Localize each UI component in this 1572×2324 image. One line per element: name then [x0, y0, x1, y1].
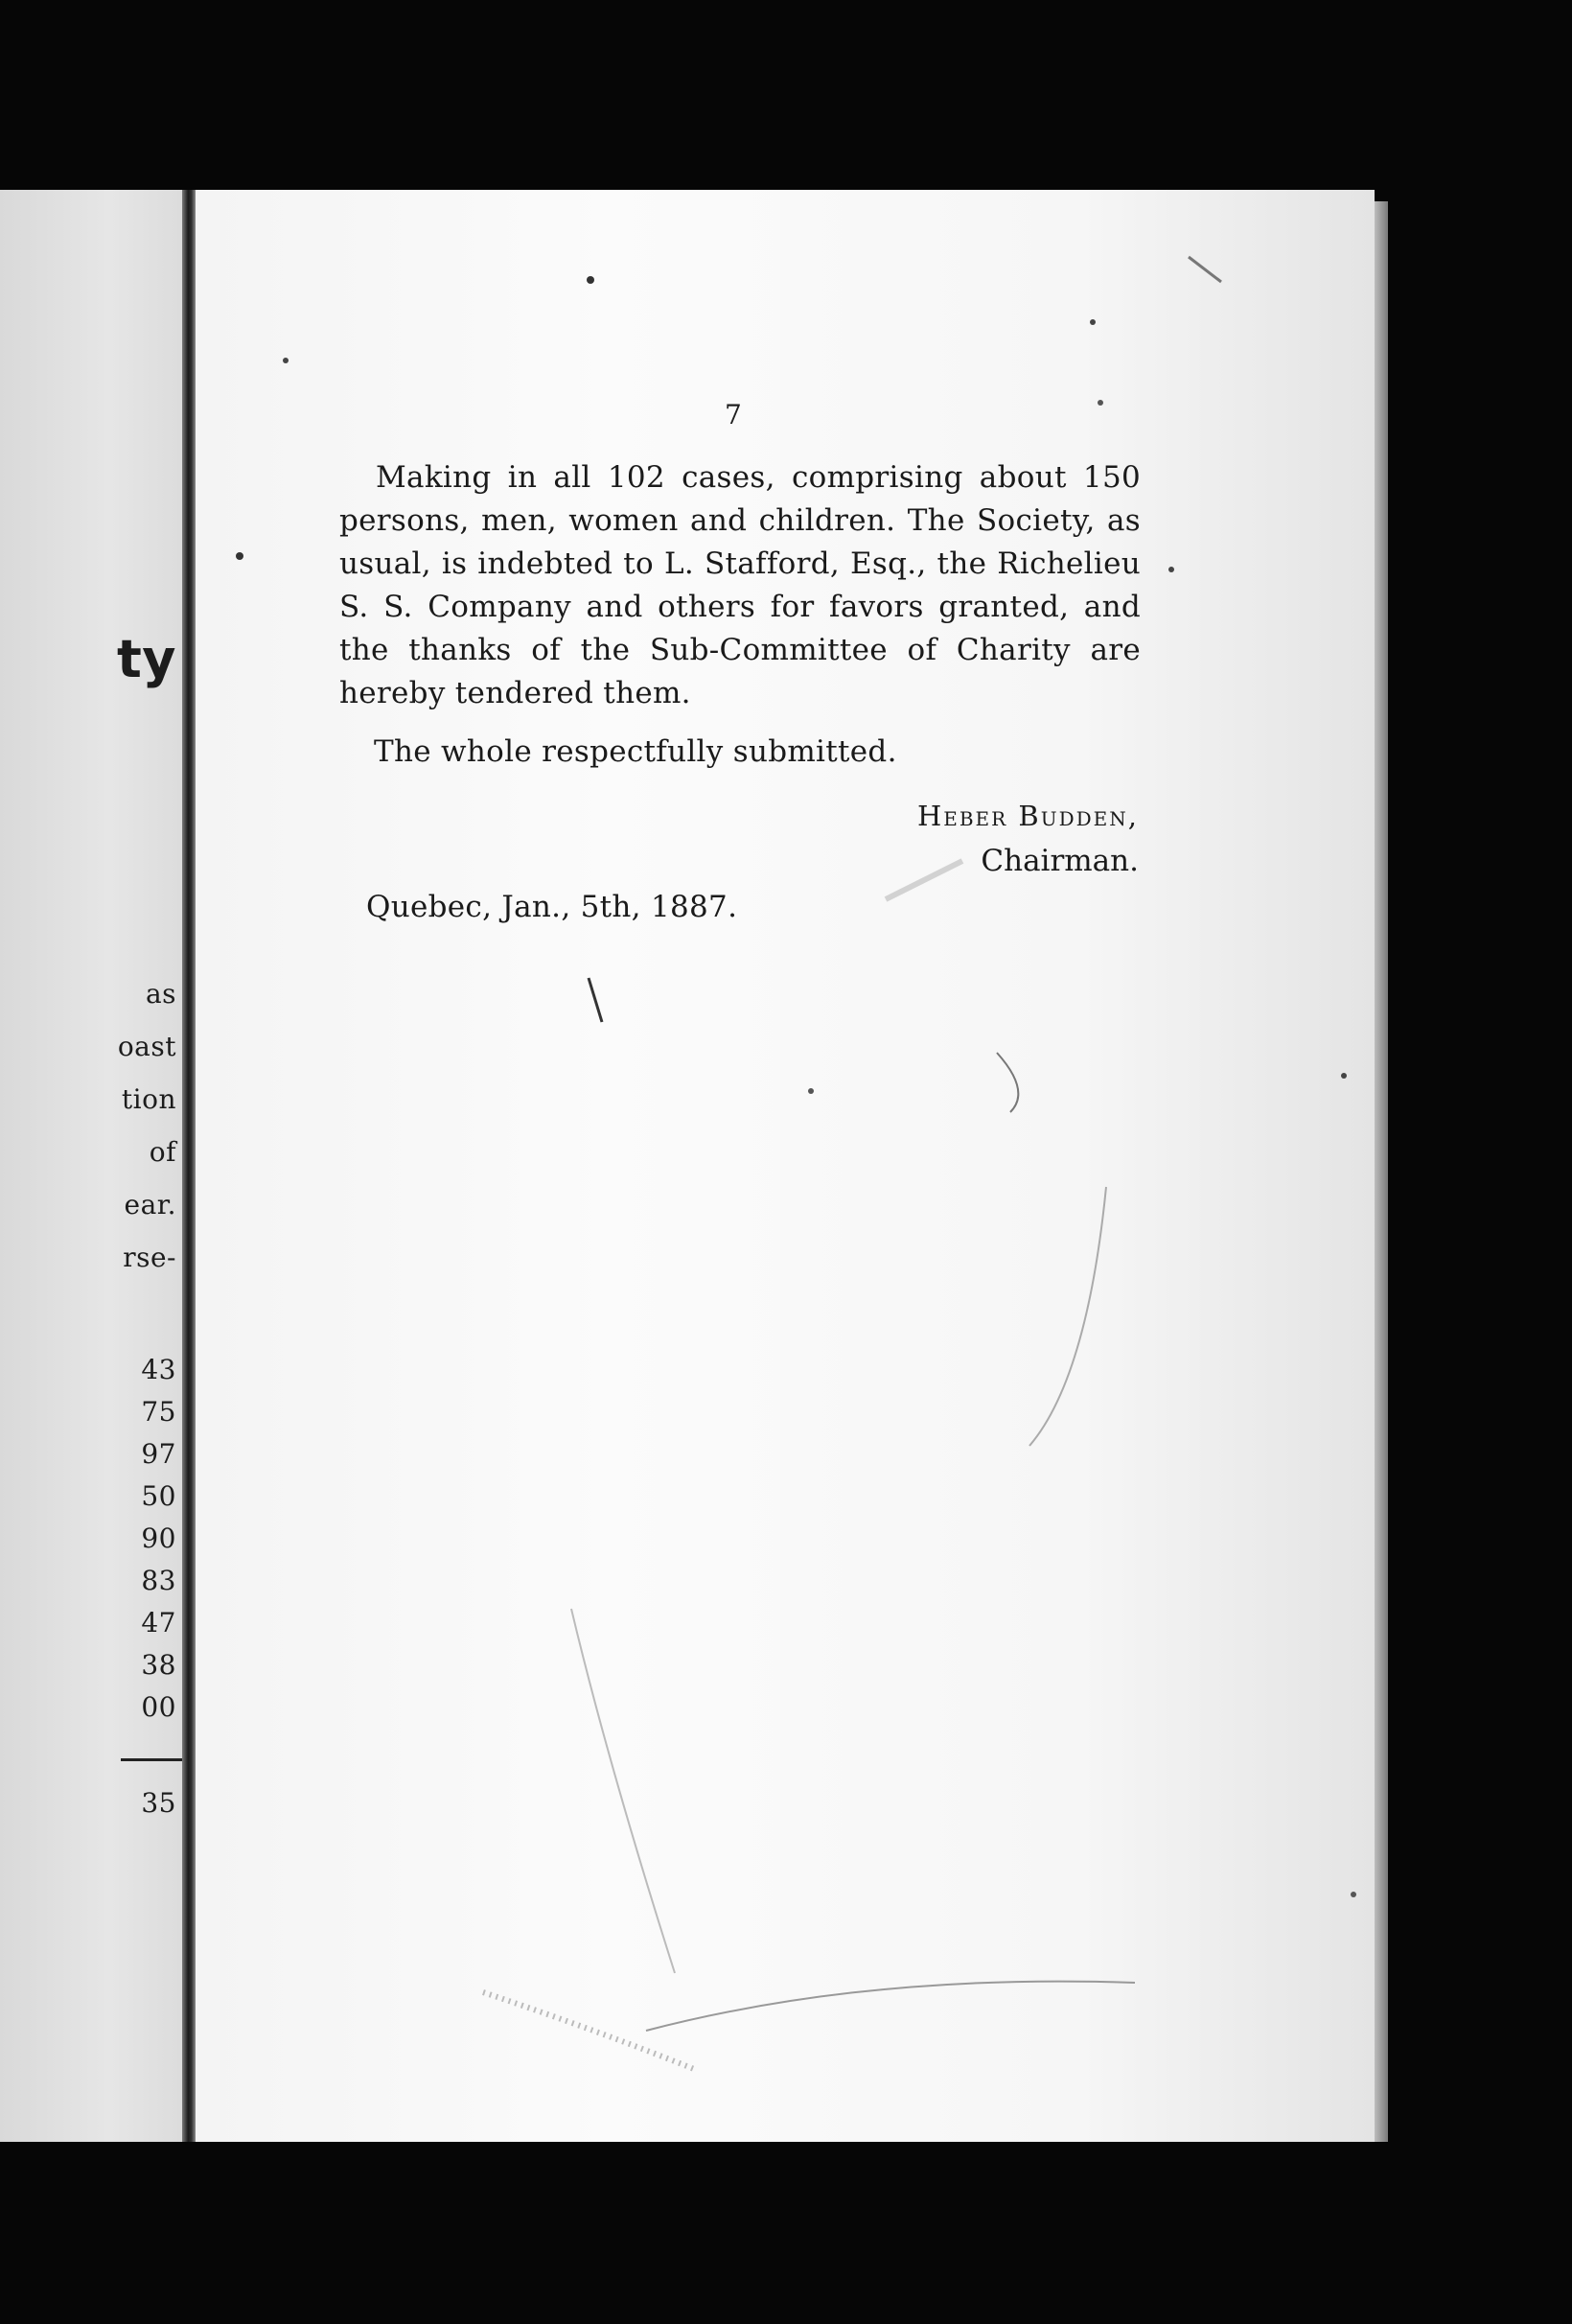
- left-line-fragment: ear.: [124, 1189, 176, 1220]
- left-amount-fragment: 97: [141, 1438, 176, 1470]
- page-edge: [1375, 201, 1388, 2142]
- left-amount-fragment: 43: [141, 1354, 176, 1385]
- page-number: 7: [725, 399, 742, 430]
- signatory-name: Heber Budden,: [916, 800, 1139, 832]
- left-total-fragment: 35: [141, 1787, 176, 1819]
- left-amount-fragment: 50: [141, 1480, 176, 1512]
- left-amount-fragment: 47: [141, 1607, 176, 1638]
- left-total-rule: [121, 1758, 182, 1761]
- body-paragraph: Making in all 102 cases, comprising about 150 persons, men, women and children. The Society, as usual, is indebted to L. Stafford, Esq., the Richelieu S. S. Company and others for favors granted, and the thanks of the Sub-Committee of Charity are hereby tendered them.: [339, 460, 1141, 710]
- left-heading-fragment: ty: [116, 629, 176, 689]
- left-page-fragment: [0, 190, 182, 2142]
- place-date-line: Quebec, Jan., 5th, 1887.: [366, 890, 738, 924]
- left-line-fragment: of: [149, 1136, 176, 1168]
- closing-line: The whole respectfully submitted.: [374, 734, 897, 769]
- left-line-fragment: as: [145, 978, 176, 1010]
- left-amount-fragment: 00: [141, 1691, 176, 1723]
- left-amount-fragment: 83: [141, 1565, 176, 1596]
- left-amount-fragment: 38: [141, 1649, 176, 1681]
- left-amount-fragment: 75: [141, 1396, 176, 1428]
- left-line-fragment: tion: [121, 1083, 176, 1115]
- left-line-fragment: rse-: [123, 1242, 176, 1273]
- signatory-title: Chairman.: [981, 844, 1139, 878]
- main-page: [196, 190, 1375, 2142]
- book-gutter: [182, 190, 196, 2142]
- left-amount-fragment: 90: [141, 1522, 176, 1554]
- left-line-fragment: oast: [117, 1031, 176, 1062]
